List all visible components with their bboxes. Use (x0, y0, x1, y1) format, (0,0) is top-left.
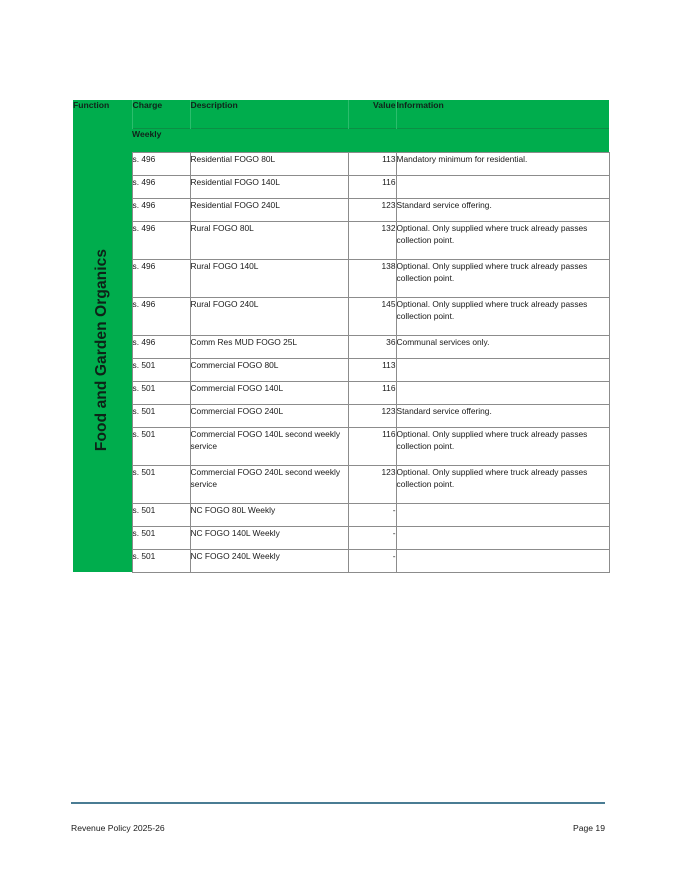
table-row (73, 259, 609, 297)
cell-value: 145 (348, 297, 396, 335)
cell-information: Optional. Only supplied where truck already passes collection point. (396, 297, 609, 335)
cell-value: 123 (348, 465, 396, 503)
cell-value: 116 (348, 175, 396, 198)
table-row (73, 198, 609, 221)
cell-description: Commercial FOGO 240L (190, 404, 348, 427)
column-header-charge: Charge (132, 100, 190, 128)
cell-value: 132 (348, 221, 396, 259)
table-row (73, 358, 609, 381)
cell-information: Mandatory minimum for residential. (396, 152, 609, 175)
cell-description: Rural FOGO 240L (190, 297, 348, 335)
table-group-row (73, 128, 609, 152)
page-footer (71, 823, 605, 833)
cell-information (396, 549, 609, 572)
table-row (73, 175, 609, 198)
cell-description: Commercial FOGO 80L (190, 358, 348, 381)
table-row (73, 381, 609, 404)
cell-value: - (348, 526, 396, 549)
cell-description: NC FOGO 140L Weekly (190, 526, 348, 549)
cell-information: Standard service offering. (396, 404, 609, 427)
cell-charge: s. 501 (132, 404, 190, 427)
cell-information (396, 175, 609, 198)
cell-description: Rural FOGO 80L (190, 221, 348, 259)
cell-value: 123 (348, 404, 396, 427)
cell-value: 138 (348, 259, 396, 297)
table-row (73, 549, 609, 572)
footer-page-number: Page 19 (572, 823, 605, 833)
cell-charge: s. 496 (132, 335, 190, 358)
cell-value: - (348, 549, 396, 572)
cell-description: Residential FOGO 240L (190, 198, 348, 221)
cell-charge: s. 501 (132, 358, 190, 381)
table-row (73, 427, 609, 465)
cell-charge: s. 496 (132, 198, 190, 221)
cell-value: 123 (348, 198, 396, 221)
cell-description: Commercial FOGO 140L second weekly service (190, 427, 348, 465)
cell-charge: s. 501 (132, 526, 190, 549)
cell-charge: s. 501 (132, 427, 190, 465)
cell-value: 116 (348, 381, 396, 404)
cell-information: Optional. Only supplied where truck already passes collection point. (396, 465, 609, 503)
cell-information: Optional. Only supplied where truck already passes collection point. (396, 427, 609, 465)
footer-divider (71, 802, 605, 804)
cell-charge: s. 496 (132, 175, 190, 198)
table-row (73, 526, 609, 549)
fogo-charges-table (73, 100, 610, 573)
cell-description: Commercial FOGO 140L (190, 381, 348, 404)
cell-information (396, 526, 609, 549)
function-label-text: Food and Garden Organics (93, 248, 111, 452)
cell-charge: s. 501 (132, 503, 190, 526)
cell-description: Comm Res MUD FOGO 25L (190, 335, 348, 358)
table-row (73, 297, 609, 335)
cell-information: Standard service offering. (396, 198, 609, 221)
cell-information (396, 381, 609, 404)
function-label-cell (73, 128, 132, 572)
cell-description: Residential FOGO 140L (190, 175, 348, 198)
cell-information: Optional. Only supplied where truck already passes collection point. (396, 259, 609, 297)
cell-charge: s. 501 (132, 465, 190, 503)
cell-information (396, 358, 609, 381)
table-header (73, 100, 609, 128)
cell-description: Commercial FOGO 240L second weekly service (190, 465, 348, 503)
column-header-description: Description (190, 100, 348, 128)
cell-description: Residential FOGO 80L (190, 152, 348, 175)
cell-description: Rural FOGO 140L (190, 259, 348, 297)
cell-charge: s. 501 (132, 549, 190, 572)
cell-value: 116 (348, 427, 396, 465)
column-header-information: Information (396, 100, 609, 128)
table-row (73, 465, 609, 503)
cell-information: Optional. Only supplied where truck already passes collection point. (396, 221, 609, 259)
table-header-row (73, 100, 609, 128)
table-row (73, 335, 609, 358)
cell-value: - (348, 503, 396, 526)
function-label-rotated (73, 128, 132, 572)
column-header-function: Function (73, 100, 132, 128)
table-row (73, 503, 609, 526)
cell-value: 113 (348, 152, 396, 175)
cell-value: 36 (348, 335, 396, 358)
cell-value: 113 (348, 358, 396, 381)
table-row (73, 221, 609, 259)
cell-charge: s. 501 (132, 381, 190, 404)
column-header-value: Value (348, 100, 396, 128)
group-label: Weekly (132, 128, 609, 152)
cell-charge: s. 496 (132, 152, 190, 175)
cell-description: NC FOGO 80L Weekly (190, 503, 348, 526)
cell-charge: s. 496 (132, 259, 190, 297)
table-row (73, 404, 609, 427)
cell-charge: s. 496 (132, 297, 190, 335)
footer-document-title: Revenue Policy 2025-26 (71, 823, 165, 833)
table-row (73, 152, 609, 175)
cell-information: Communal services only. (396, 335, 609, 358)
cell-description: NC FOGO 240L Weekly (190, 549, 348, 572)
table-body (73, 128, 609, 572)
cell-charge: s. 496 (132, 221, 190, 259)
cell-information (396, 503, 609, 526)
